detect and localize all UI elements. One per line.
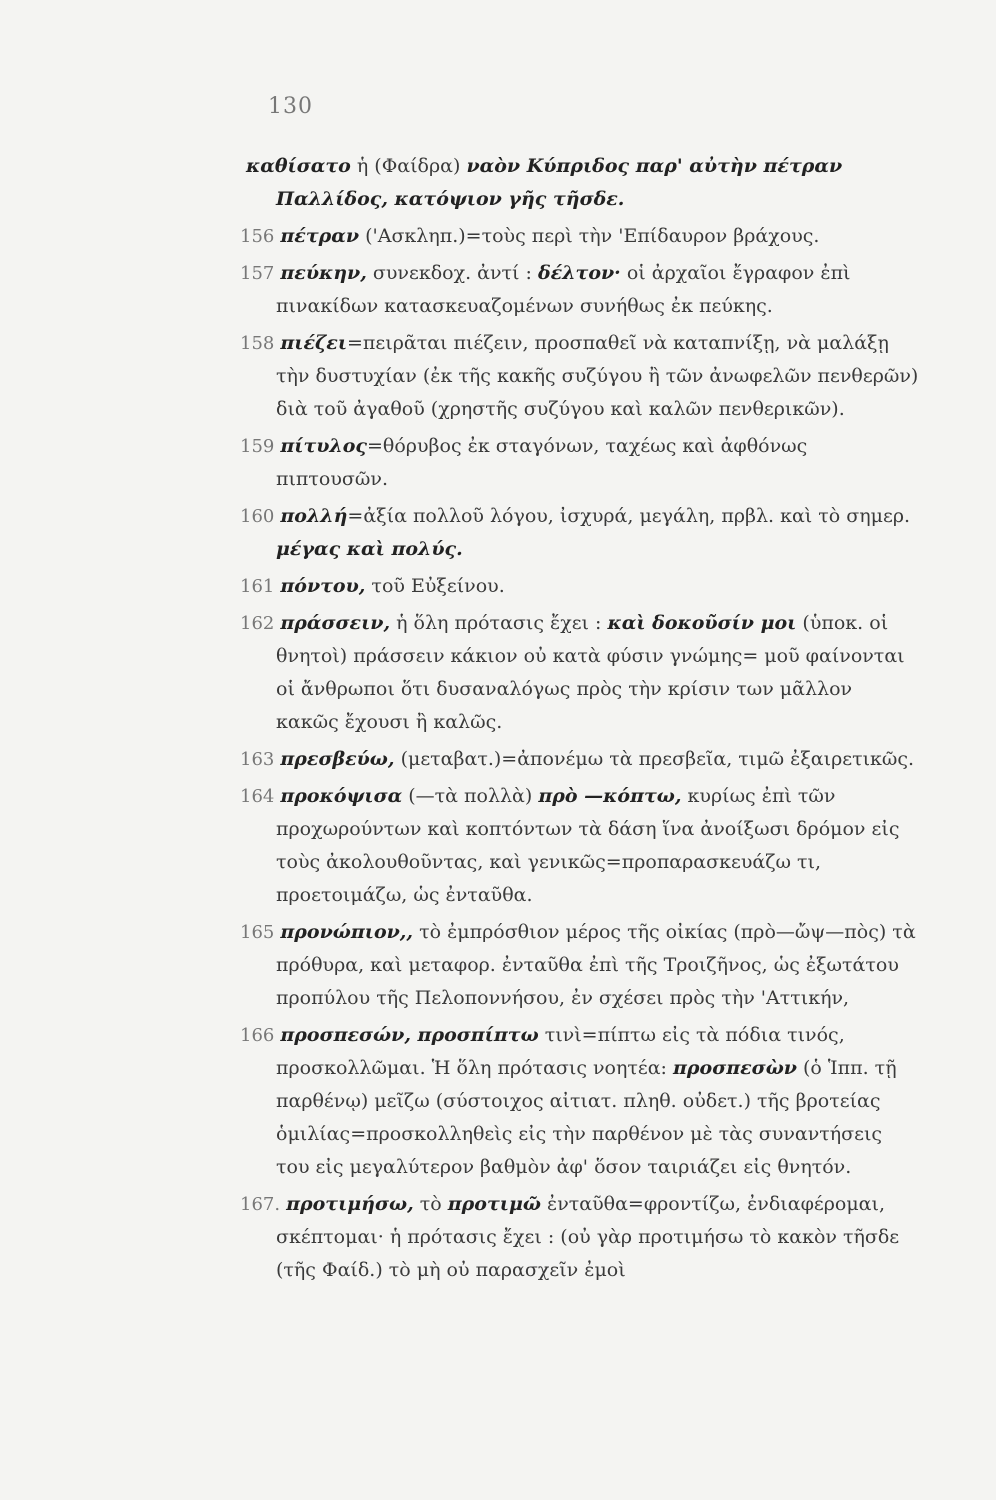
entry-gloss: τὸ ἐμπρόσθιον μέρος τῆς οἰκίας (πρὸ—ὤψ—πὸς) τὰ πρόθυρα, καὶ μεταφορ. ἐνταῦθα ἐπὶ τῆς Τροιζῆνος, ὡς ἐξωτάτου προπύλου τῆς Πελοποννήσου, ἐν σχέσει πρὸς τὴν 'Αττικήν, [276,921,916,1009]
entry-lemma: προσπεσών, προσπίπτω [280,1024,539,1046]
entry-number: 162 [240,613,275,634]
entry-number: 167. [240,1194,281,1215]
entry-number: 161 [240,576,275,597]
entry-number: 165 [240,922,275,943]
entry-lemma: προκόψισα [280,785,403,807]
entry-gloss: =θόρυβος ἐκ σταγόνων, ταχέως καὶ ἀφθόνως πιπτουσῶν. [276,435,808,490]
entry-quote: προσπεσὼν [673,1057,797,1079]
glossary-entry [240,257,920,323]
entry-quote: μέγας καὶ πολύς. [276,538,463,560]
entry-lemma: πράσσειν, [280,612,391,634]
glossary-entry [240,570,920,603]
entry-lemma: πολλή [280,505,348,527]
entry-gloss: ἡ (Φαίδρα) [350,155,467,177]
entry-number: 157 [240,263,275,284]
entry-gloss-rest: ἐνταῦθα=φροντίζω, ἐνδιαφέρομαι, σκέπτομαι· ἡ πρότασις ἔχει : (οὐ γὰρ προτιμήσω τὸ κακὸν τῆσδε (τῆς Φαίδ.) τὸ μὴ οὐ παρασχεῖν ἐμοὶ [276,1193,900,1281]
entry-lemma: καθίσατο [246,155,351,177]
entry-number: 166 [240,1025,275,1046]
entry-quote: καὶ δοκοῦσίν μοι [607,612,797,634]
entry-gloss: =ἀξία πολλοῦ λόγου, ἰσχυρά, μεγάλη, πρβλ. καὶ τὸ σημερ. [347,505,911,527]
entry-lemma: πίτυλος [280,435,367,457]
entry-gloss: ('Ασκληπ.)=τοὺς περὶ τὴν 'Επίδαυρον βράχους. [359,225,820,247]
glossary-entry [240,500,920,566]
entry-lemma: πρεσβεύω, [280,748,395,770]
entry-gloss-rest: (ὁ Ἱππ. τῇ παρθένῳ) μεῖζω (σύστοιχος αἰτιατ. πληθ. οὐδετ.) τῆς βροτείας ὁμιλίας=προσκολληθεὶς εἰς τὴν παρθένον μὲ τὰς συναντήσεις του εἰς μεγαλύτερον βαθμὸν ἀφ' ὅσον ταιριάζει εἰς θνητόν. [276,1057,897,1178]
entry-lemma: πέτραν [280,225,360,247]
entry-gloss: (—τὰ πολλὰ) [402,785,539,807]
entry-gloss-rest: οἱ ἀρχαῖοι ἔγραφον ἐπὶ πινακίδων κατασκευαζομένων συνήθως ἐκ πεύκης. [276,262,851,317]
entry-gloss: τινὶ=πίπτω εἰς τὰ πόδια τινός, προσκολλῶμαι. Ἡ ὅλη πρότασις νοητέα: [276,1024,845,1079]
entry-gloss: τοῦ Εὐξείνου. [365,575,505,597]
entry-number: 156 [240,226,275,247]
glossary-entry [240,430,920,496]
entry-gloss: (μεταβατ.)=ἀπονέμω τὰ πρεσβεῖα, τιμῶ ἐξαιρετικῶς. [394,748,915,770]
page-number: 130 [268,94,313,119]
entry-number: 160 [240,506,275,527]
glossary-entry [240,220,920,253]
entry-lemma: προτιμήσω, [286,1193,414,1215]
glossary-entry [240,607,920,739]
entry-gloss: =πειρᾶται πιέζειν, προσπαθεῖ νὰ καταπνίξῃ, νὰ μαλάξῃ τὴν δυστυχίαν (ἐκ τῆς κακῆς συζύγου ἢ τῶν ἀνωφελῶν πενθερῶν) διὰ τοῦ ἀγαθοῦ (χρηστῆς συζύγου καὶ καλῶν πενθερικῶν). [276,332,919,420]
entry-number: 159 [240,436,275,457]
glossary-entry [240,743,920,776]
entry-gloss-rest: (ὑποκ. οἱ θνητοὶ) πράσσειν κάκιον οὐ κατὰ φύσιν γνώμης= μοῦ φαίνονται οἱ ἄνθρωποι ὅτι δυσαναλόγως πρὸς τὴν κρίσιν των μᾶλλον κακῶς ἔχουσι ἢ καλῶς. [276,612,905,733]
entry-number: 164 [240,786,275,807]
entry-number: 163 [240,749,275,770]
entry-quote: δέλτον· [537,262,621,284]
entry-gloss-rest: κυρίως ἐπὶ τῶν προχωρούντων καὶ κοπτόντων τὰ δάση ἵνα ἀνοίξωσι δρόμον εἰς τοὺς ἀκολουθοῦντας, καὶ γενικῶς=προπαρασκευάζω τι, προετοιμάζω, ὡς ἐνταῦθα. [276,785,900,906]
entry-quote: προτιμῶ [447,1193,541,1215]
entry-lemma: πιέζει [280,332,348,354]
entry-gloss: συνεκδοχ. ἀντί : [366,262,538,284]
entry-gloss: ἡ ὅλη πρότασις ἔχει : [390,612,608,634]
entry-quote: ναὸν Κύπριδος παρ' αὐτὴν πέτραν Παλλίδος, κατόψιον γῆς τῆσδε. [276,155,843,210]
glossary-entry [240,916,920,1015]
entry-number: 158 [240,333,275,354]
glossary-entry [240,327,920,426]
glossary-entry [240,1019,920,1184]
entry-quote: πρὸ —κόπτω, [538,785,682,807]
entry-lemma: πεύκην, [280,262,367,284]
glossary-entry [240,780,920,912]
glossary-entries [240,150,920,1291]
glossary-entry [240,1188,920,1287]
glossary-entry [240,150,920,216]
entry-gloss: τὸ [413,1193,448,1215]
entry-lemma: προνώπιον,, [280,921,414,943]
entry-lemma: πόντου, [280,575,366,597]
